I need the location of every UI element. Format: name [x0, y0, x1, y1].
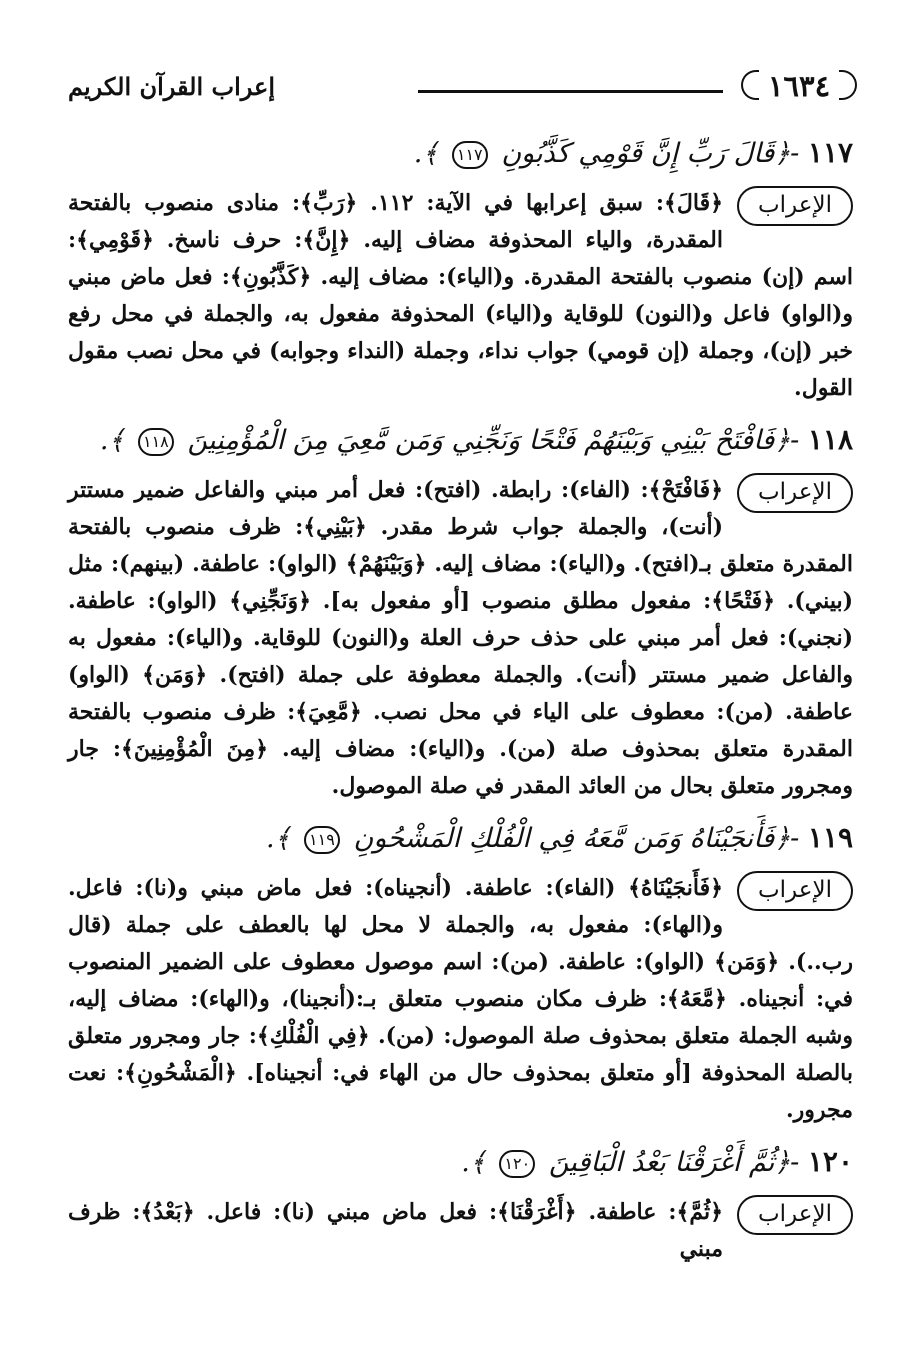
irab-commentary: ﴿فَافْتَحْ﴾: (الفاء): رابطة. (افتح): فعل أمر مبني والفاعل ضمير مستتر (أنت)، والجملة جواب شرط مقدر. ﴿بَيْنِي﴾: ظرف منصوب بالفتحة المقدرة متعلق بـ(افتح). و(الياء): مضاف إليه. ﴿وَبَيْنَهُمْ﴾ (الواو): عاطفة. (بينهم): مثل (بيني). ﴿فَتْحًا﴾: مفعول مطلق منصوب [أو مفعول به]. ﴿وَنَجِّنِي﴾ (الواو): عاطفة. (نجني): فعل أمر مبني على حذف حرف العلة و(النون) للوقاية. و(الياء): مفعول به والفاعل ضمير مستتر (أنت). والجملة معطوفة على جملة (افتح). ﴿وَمَن﴾ (الواو) عاطفة. (من): معطوف على الياء في محل نصب. ﴿مَّعِيَ﴾: ظرف منصوب بالفتحة المقدرة متعلق بمحذوف صلة (من). و(الياء): مضاف إليه. ﴿مِنَ الْمُؤْمِنِينَ﴾: جار ومجرور متعلق بحال من العائد المقدر في صلة الموصول.	[68, 477, 853, 799]
irab-label: الإعراب	[737, 1195, 853, 1235]
irab-label: الإعراب	[737, 871, 853, 911]
irab-block	[68, 185, 853, 407]
verse-number: ١١٩	[807, 821, 853, 854]
header-divider	[418, 90, 723, 93]
verse-end-marker: ١١٩	[304, 826, 340, 854]
page-header	[68, 60, 853, 120]
verse-line	[68, 130, 853, 177]
verse-number: ١١٨	[807, 423, 853, 456]
verse-end-marker: ١٢٠	[499, 1150, 535, 1178]
verse-end-marker: ١١٨	[138, 428, 174, 456]
irab-block	[68, 472, 853, 805]
page-number: ١٦٣٤	[745, 66, 853, 106]
verse-closing-bracket: ﴾.	[99, 425, 125, 456]
irab-commentary: ﴿فَأَنجَيْنَاهُ﴾ (الفاء): عاطفة. (أنجيناه): فعل ماض مبني و(نا): فاعل. و(الهاء): مفعول به، والجملة لا محل لها بالعطف على جملة (قال رب..). ﴿وَمَن﴾ (الواو): عاطفة. (من): اسم موصول معطوف على الضمير المنصوب في: أنجيناه. ﴿مَّعَهُ﴾: ظرف مكان منصوب متعلق بـ:(أنجينا)، و(الهاء): مضاف إليه، وشبه الجملة متعلق بمحذوف صلة الموصول: (من). ﴿فِي الْفُلْكِ﴾: جار ومجرور متعلق بالصلة المحذوفة [أو متعلق بمحذوف حال من الهاء في: أنجيناه]. ﴿الْمَشْحُونِ﴾: نعت مجرور.	[68, 875, 853, 1123]
verse-line	[68, 815, 853, 862]
irab-label: الإعراب	[737, 186, 853, 226]
verse-text: -﴿فَأَنجَيْنَاهُ وَمَن مَّعَهُ فِي الْفُلْكِ الْمَشْحُونِ	[353, 823, 800, 854]
verse-number: ١١٧	[807, 136, 853, 169]
verse-closing-bracket: ﴾.	[413, 138, 439, 169]
verse-closing-bracket: ﴾.	[461, 1147, 486, 1178]
irab-block	[68, 870, 853, 1129]
verse-number: ١٢٠	[807, 1145, 853, 1178]
irab-block	[68, 1194, 853, 1268]
irab-commentary: ﴿ثُمَّ﴾: عاطفة. ﴿أَغْرَقْنَا﴾: فعل ماض مبني (نا): فاعل. ﴿بَعْدُ﴾: ظرف مبني	[68, 1199, 723, 1262]
book-title: إعراب القرآن الكريم	[68, 72, 275, 101]
verse-line	[68, 1139, 853, 1186]
irab-commentary: ﴿قَالَ﴾: سبق إعرابها في الآية: ١١٢. ﴿رَبِّ﴾: منادى منصوب بالفتحة المقدرة، والياء المحذوفة مضاف إليه. ﴿إِنَّ﴾: حرف ناسخ. ﴿قَوْمِي﴾: اسم (إن) منصوب بالفتحة المقدرة. و(الياء): مضاف إليه. ﴿كَذَّبُونِ﴾: فعل ماض مبني و(الواو) فاعل و(النون) للوقاية و(الياء) المحذوفة مفعول به، والجملة في محل رفع خبر (إن)، وجملة (إن قومي) جواب نداء، وجملة (النداء وجوابه) في محل نصب مقول القول.	[68, 190, 853, 401]
verse-text: -﴿قَالَ رَبِّ إِنَّ قَوْمِي كَذَّبُونِ	[501, 138, 800, 169]
verse-line	[68, 417, 853, 464]
verse-text: -﴿فَافْتَحْ بَيْنِي وَبَيْنَهُمْ فَتْحًا وَنَجِّنِي وَمَن مَّعِيَ مِنَ الْمُؤْمِنِينَ	[187, 425, 800, 456]
irab-label: الإعراب	[737, 473, 853, 513]
verse-end-marker: ١١٧	[452, 141, 488, 169]
verse-closing-bracket: ﴾.	[265, 823, 291, 854]
verse-text: -﴿ثُمَّ أَغْرَقْنَا بَعْدُ الْبَاقِينَ	[548, 1147, 800, 1178]
